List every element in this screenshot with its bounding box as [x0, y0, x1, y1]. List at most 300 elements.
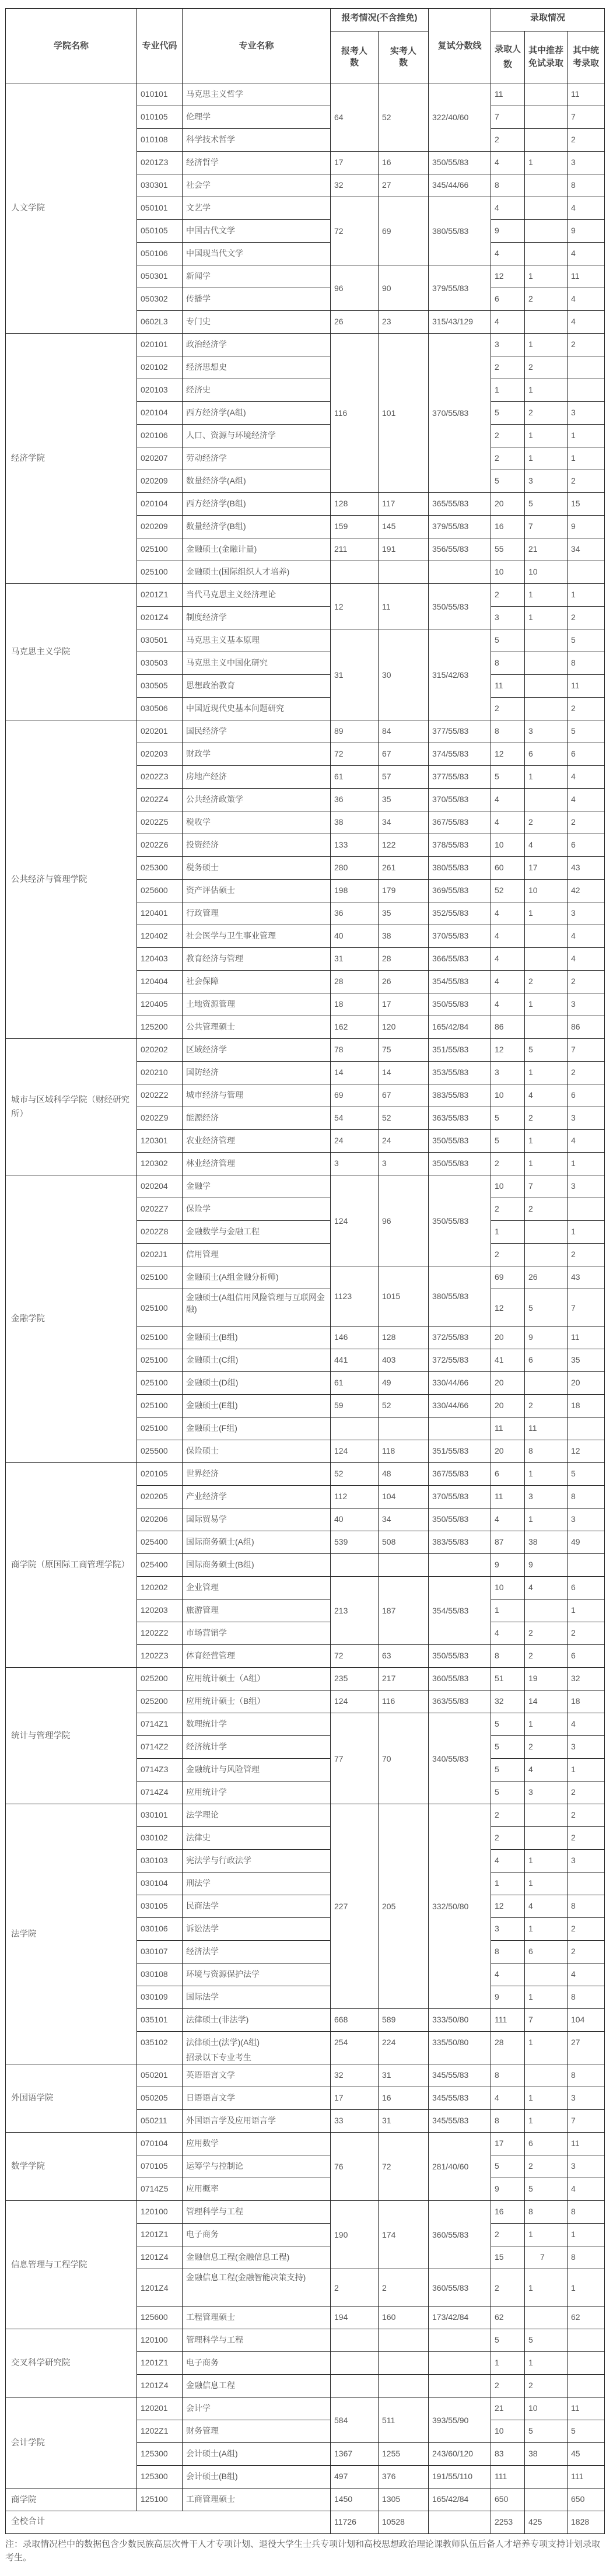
attended-count-cell: 84 [379, 720, 429, 743]
exam-count-cell: 9 [568, 220, 605, 243]
admitted-count-cell: 5 [491, 1713, 525, 1736]
applied-count-cell: 59 [331, 1395, 379, 1418]
recommended-count-cell: 2 [525, 2375, 568, 2398]
major-code-cell: 0202J1 [137, 1244, 183, 1266]
recommended-count-cell: 1 [525, 1986, 568, 2009]
attended-count-cell: 122 [379, 834, 429, 857]
attended-count-cell: 16 [379, 152, 429, 174]
applied-count-cell: 280 [331, 857, 379, 880]
major-name-cell [183, 1418, 331, 1440]
major-code-cell: 030503 [137, 652, 183, 675]
recommended-count-cell: 1 [525, 2110, 568, 2133]
exam-count-cell: 35 [568, 1349, 605, 1372]
table-row [6, 1175, 605, 1198]
exam-count-cell: 18 [568, 1395, 605, 1418]
cutoff-score-cell: 350/55/83 [429, 1508, 491, 1531]
major-code-cell: 120201 [137, 2398, 183, 2420]
applied-count-cell: 124 [331, 1440, 379, 1463]
major-name-cell [183, 334, 331, 356]
admission-table-container [5, 8, 604, 2534]
applied-count-cell: 69 [331, 1084, 379, 1107]
attended-count-cell: 508 [379, 1531, 429, 1554]
major-name-cell [183, 584, 331, 607]
exam-count-cell: 1 [568, 1153, 605, 1175]
attended-count-cell: 217 [379, 1668, 429, 1690]
major-name: 中国近现代史基本问题研究 [186, 704, 284, 713]
exam-count-cell: 15 [568, 493, 605, 516]
major-name: 民商法学 [186, 1901, 219, 1910]
cutoff-score-cell: 173/42/84 [429, 2306, 491, 2329]
major-name-cell [183, 1016, 331, 1039]
admitted-count-cell: 3 [491, 607, 525, 629]
major-code-cell: 0201Z1 [137, 584, 183, 607]
attended-count-cell [379, 2352, 429, 2375]
exam-count-cell: 2 [568, 1244, 605, 1266]
cutoff-score-cell [429, 561, 491, 584]
admitted-count-cell: 3 [491, 334, 525, 356]
major-code-cell: 020103 [137, 379, 183, 402]
applied-count-cell: 14 [331, 1062, 379, 1084]
major-code-cell: 030501 [137, 629, 183, 652]
applied-count-cell: 1123 [331, 1266, 379, 1326]
admitted-count-cell: 5 [491, 1736, 525, 1759]
exam-count-cell: 1 [568, 2269, 605, 2306]
applied-count-cell: 24 [331, 1130, 379, 1153]
admitted-count-cell: 4 [491, 925, 525, 948]
admitted-count-cell: 10 [491, 2420, 525, 2443]
major-code-cell: 035101 [137, 2009, 183, 2032]
recommended-count-cell: 4 [525, 1759, 568, 1782]
major-name: 区域经济学 [186, 1045, 227, 1054]
exam-count-cell [568, 2375, 605, 2398]
major-name-cell [183, 561, 331, 584]
attended-count-cell: 3 [379, 1153, 429, 1175]
table-row [6, 1804, 605, 1827]
admitted-count-cell: 1 [491, 1221, 525, 1244]
recommended-count-cell [525, 1964, 568, 1986]
attended-count-cell: 104 [379, 1486, 429, 1508]
major-name: 工程管理硕士 [186, 2312, 235, 2322]
admitted-count-cell: 6 [491, 288, 525, 311]
exam-count-cell: 4 [568, 2178, 605, 2201]
table-row [6, 2133, 605, 2155]
admitted-count-cell: 4 [491, 811, 525, 834]
admitted-count-cell: 7 [491, 106, 525, 129]
exam-count-cell: 1 [568, 1221, 605, 1244]
major-name: 西方经济学(A组) [186, 408, 246, 417]
applied-count-cell: 26 [331, 311, 379, 334]
major-name-cell [183, 1645, 331, 1668]
exam-count-cell: 8 [568, 2201, 605, 2224]
major-code-cell: 010108 [137, 129, 183, 152]
exam-count-cell [568, 1198, 605, 1221]
attended-count-cell: 117 [379, 493, 429, 516]
major-code-cell: 030104 [137, 1873, 183, 1895]
major-code-cell: 1201Z4 [137, 2246, 183, 2269]
college-name-cell: 城市与区域科学学院（财经研究所） [6, 1039, 137, 1175]
major-code-cell: 120100 [137, 2329, 183, 2352]
recommended-count-cell: 9 [525, 1326, 568, 1349]
major-code-cell: 025100 [137, 561, 183, 584]
header-attended: 实考人数 [379, 32, 429, 83]
cutoff-score-cell: 322/40/60 [429, 83, 491, 152]
major-name: 土地资源管理 [186, 999, 235, 1009]
recommended-count-cell: 10 [525, 561, 568, 584]
major-name-cell [183, 2420, 331, 2443]
major-code-cell: 0714Z5 [137, 2178, 183, 2201]
major-code-cell: 020209 [137, 470, 183, 493]
exam-count-cell: 7 [568, 1039, 605, 1062]
major-code-cell: 030106 [137, 1918, 183, 1941]
major-name: 环境与资源保护法学 [186, 1969, 260, 1979]
major-name: 法律硕士(非法学) [186, 2015, 249, 2024]
major-name: 财政学 [186, 749, 211, 758]
major-name-cell [183, 2110, 331, 2133]
admitted-count-cell: 8 [491, 1941, 525, 1964]
recommended-count-cell: 2 [525, 971, 568, 993]
major-name-cell [183, 2201, 331, 2224]
major-name: 社会保障 [186, 977, 219, 986]
applied-count-cell [331, 2352, 379, 2375]
applied-count-cell: 18 [331, 993, 379, 1016]
exam-count-cell: 6 [568, 1084, 605, 1107]
major-code-cell: 0202Z2 [137, 1084, 183, 1107]
major-name: 国际法学 [186, 1992, 219, 2001]
major-name: 中国古代文学 [186, 226, 235, 235]
admitted-count-cell: 10 [491, 1175, 525, 1198]
major-name: 金融硕士(D组) [186, 1378, 239, 1387]
cutoff-score-cell: 352/55/83 [429, 902, 491, 925]
major-code-cell: 1201Z4 [137, 2269, 183, 2306]
major-name: 金融硕士(A组金融分析师) [186, 1272, 279, 1282]
major-name: 税务硕士 [186, 863, 219, 872]
major-name: 体育经营管理 [186, 1651, 235, 1660]
exam-count-cell: 43 [568, 1266, 605, 1289]
attended-count-cell: 34 [379, 811, 429, 834]
major-code-cell: 030102 [137, 1827, 183, 1850]
table-body [6, 83, 605, 2534]
attended-count-cell [379, 1554, 429, 1577]
table-row [6, 2064, 605, 2087]
applied-count-cell: 31 [331, 948, 379, 971]
total-attended: 10528 [379, 2511, 429, 2534]
major-name: 西方经济学(B组) [186, 499, 246, 508]
attended-count-cell: 63 [379, 1645, 429, 1668]
major-name-cell [183, 1221, 331, 1244]
recommended-count-cell: 1 [525, 447, 568, 470]
exam-count-cell [568, 356, 605, 379]
major-name-cell [183, 834, 331, 857]
admitted-count-cell: 5 [491, 1130, 525, 1153]
recommended-count-cell: 6 [525, 1349, 568, 1372]
recommended-count-cell: 5 [525, 2420, 568, 2443]
applied-count-cell: 76 [331, 2133, 379, 2201]
applied-count-cell: 198 [331, 880, 379, 902]
exam-count-cell: 11 [568, 1326, 605, 1349]
exam-count-cell: 1 [568, 584, 605, 607]
exam-count-cell: 4 [568, 1964, 605, 1986]
exam-count-cell [568, 379, 605, 402]
major-name-cell [183, 652, 331, 675]
major-name: 国际商务硕士(B组) [186, 1560, 254, 1569]
recommended-count-cell: 2 [525, 1645, 568, 1668]
recommended-count-cell: 4 [525, 1895, 568, 1918]
major-code-cell: 020207 [137, 447, 183, 470]
admission-table [5, 8, 605, 2534]
attended-count-cell: 52 [379, 1107, 429, 1130]
major-name: 经济史 [186, 385, 211, 394]
major-name-cell [183, 2488, 331, 2511]
cutoff-score-cell: 370/55/83 [429, 1486, 491, 1508]
admitted-count-cell: 5 [491, 1759, 525, 1782]
major-code-cell: 050106 [137, 243, 183, 265]
recommended-count-cell: 1 [525, 2087, 568, 2110]
recommended-count-cell: 1 [525, 425, 568, 447]
cutoff-score-cell: 345/55/83 [429, 2064, 491, 2087]
applied-count-cell: 17 [331, 152, 379, 174]
major-name: 政治经济学 [186, 340, 227, 349]
attended-count-cell: 205 [379, 1804, 429, 2009]
exam-count-cell: 5 [568, 720, 605, 743]
major-name: 金融信息工程(金融智能决策支持) [186, 2273, 306, 2282]
header-admit-group: 录取情况 [491, 9, 605, 32]
cutoff-score-cell: 366/55/83 [429, 948, 491, 971]
major-name-cell [183, 993, 331, 1016]
exam-count-cell: 3 [568, 2087, 605, 2110]
recommended-count-cell: 7 [525, 2246, 568, 2269]
exam-count-cell: 3 [568, 1850, 605, 1873]
recommended-count-cell: 3 [525, 1486, 568, 1508]
major-name-cell [183, 1266, 331, 1289]
admitted-count-cell: 2 [491, 425, 525, 447]
applied-count-cell: 36 [331, 789, 379, 811]
major-name: 工商管理硕士 [186, 2494, 235, 2504]
major-code-cell: 025600 [137, 880, 183, 902]
admitted-count-cell: 20 [491, 1372, 525, 1395]
major-code-cell: 0714Z1 [137, 1713, 183, 1736]
table-row [6, 334, 605, 356]
admitted-count-cell: 55 [491, 538, 525, 561]
major-name: 金融信息工程 [186, 2381, 235, 2390]
admitted-count-cell: 2 [491, 1153, 525, 1175]
exam-count-cell: 4 [568, 925, 605, 948]
exam-count-cell: 6 [568, 1645, 605, 1668]
college-name-cell: 商学院 [6, 2488, 137, 2511]
major-name-cell [183, 447, 331, 470]
attended-count-cell: 376 [379, 2466, 429, 2488]
major-name-cell [183, 1153, 331, 1175]
exam-count-cell: 3 [568, 1736, 605, 1759]
total-recommended: 425 [525, 2511, 568, 2534]
major-name-cell [183, 2398, 331, 2420]
applied-count-cell: 52 [331, 1463, 379, 1486]
cutoff-score-cell: 383/55/83 [429, 1084, 491, 1107]
major-name: 金融硕士(A组信用风险管理与互联网金融) [186, 1293, 325, 1314]
cutoff-score-cell: 370/55/83 [429, 334, 491, 493]
cutoff-score-cell: 333/50/80 [429, 2009, 491, 2032]
major-code-cell: 0714Z3 [137, 1759, 183, 1782]
major-name-cell [183, 743, 331, 766]
cutoff-score-cell: 372/55/83 [429, 1326, 491, 1349]
recommended-count-cell: 1 [525, 993, 568, 1016]
major-name-cell [183, 1850, 331, 1873]
exam-count-cell: 2 [568, 334, 605, 356]
recommended-count-cell: 26 [525, 1266, 568, 1289]
major-code-cell: 025400 [137, 1554, 183, 1577]
attended-count-cell: 145 [379, 516, 429, 538]
applied-count-cell: 190 [331, 2201, 379, 2269]
major-code-cell: 0202Z4 [137, 789, 183, 811]
applied-count-cell: 146 [331, 1326, 379, 1349]
recommended-count-cell [525, 311, 568, 334]
major-name-cell [183, 1486, 331, 1508]
cutoff-score-cell: 372/55/83 [429, 1349, 491, 1372]
exam-count-cell: 7 [568, 106, 605, 129]
major-code-cell: 020106 [137, 425, 183, 447]
attended-count-cell: 101 [379, 334, 429, 493]
attended-count-cell: 17 [379, 993, 429, 1016]
admitted-count-cell: 5 [491, 2155, 525, 2178]
major-name-cell [183, 1827, 331, 1850]
exam-count-cell [568, 1418, 605, 1440]
recommended-count-cell: 7 [525, 516, 568, 538]
cutoff-score-cell: 165/42/84 [429, 1016, 491, 1039]
admitted-count-cell: 5 [491, 629, 525, 652]
cutoff-score-cell: 353/55/83 [429, 1062, 491, 1084]
major-code-cell: 020209 [137, 516, 183, 538]
major-name: 资产评估硕士 [186, 886, 235, 895]
major-name-cell [183, 493, 331, 516]
major-name-cell [183, 2178, 331, 2201]
cutoff-score-cell: 360/55/83 [429, 2269, 491, 2306]
major-code-cell: 0202Z3 [137, 766, 183, 789]
exam-count-cell: 3 [568, 152, 605, 174]
major-code-cell: 1201Z1 [137, 2352, 183, 2375]
exam-count-cell: 104 [568, 2009, 605, 2032]
major-name: 金融硕士(F组) [186, 1423, 237, 1433]
exam-count-cell: 4 [568, 243, 605, 265]
admitted-count-cell: 16 [491, 516, 525, 538]
admitted-count-cell: 2 [491, 2269, 525, 2306]
major-name-cell [183, 2009, 331, 2032]
recommended-count-cell: 5 [525, 1289, 568, 1326]
recommended-count-cell [525, 948, 568, 971]
applied-count-cell: 112 [331, 1486, 379, 1508]
major-name-cell [183, 197, 331, 220]
attended-count-cell: 116 [379, 1690, 429, 1713]
admitted-count-cell: 5 [491, 470, 525, 493]
recommended-count-cell: 8 [525, 1440, 568, 1463]
applied-count-cell: 584 [331, 2398, 379, 2443]
admitted-count-cell: 69 [491, 1266, 525, 1289]
recommended-count-cell: 1 [525, 1508, 568, 1531]
recommended-count-cell: 38 [525, 1531, 568, 1554]
applied-count-cell [331, 1418, 379, 1440]
recommended-count-cell: 1 [525, 2352, 568, 2375]
major-name: 金融硕士(B组) [186, 1332, 238, 1342]
major-name: 传播学 [186, 294, 211, 303]
exam-count-cell: 1 [568, 425, 605, 447]
major-name-cell [183, 1600, 331, 1622]
major-name-cell [183, 1622, 331, 1645]
recommended-count-cell [525, 197, 568, 220]
exam-count-cell: 3 [568, 402, 605, 425]
cutoff-score-cell: 380/55/83 [429, 1266, 491, 1326]
major-name: 马克思主义哲学 [186, 89, 243, 99]
major-code-cell: 030107 [137, 1941, 183, 1964]
major-name: 信用管理 [186, 1250, 219, 1259]
major-name: 产业经济学 [186, 1492, 227, 1501]
admitted-count-cell: 8 [491, 720, 525, 743]
major-code-cell: 020206 [137, 1508, 183, 1531]
attended-count-cell [379, 2329, 429, 2352]
exam-count-cell: 34 [568, 538, 605, 561]
recommended-count-cell: 1 [525, 902, 568, 925]
attended-count-cell: 179 [379, 880, 429, 902]
applied-count-cell: 3 [331, 1153, 379, 1175]
recommended-count-cell: 11 [525, 1418, 568, 1440]
major-name: 当代马克思主义经济理论 [186, 590, 276, 599]
recommended-count-cell: 1 [525, 1850, 568, 1873]
exam-count-cell: 5 [568, 1463, 605, 1486]
major-name: 经济思想史 [186, 362, 227, 372]
admitted-count-cell: 41 [491, 1349, 525, 1372]
cutoff-score-cell: 377/55/83 [429, 720, 491, 743]
attended-count-cell: 14 [379, 1062, 429, 1084]
cutoff-score-cell: 345/55/83 [429, 2087, 491, 2110]
major-name-cell [183, 1039, 331, 1062]
applied-count-cell [331, 1554, 379, 1577]
major-name-cell [183, 1986, 331, 2009]
major-code-cell: 0714Z2 [137, 1736, 183, 1759]
major-name-cell [183, 1244, 331, 1266]
cutoff-score-cell [429, 2352, 491, 2375]
exam-count-cell: 2 [568, 698, 605, 720]
admitted-count-cell: 4 [491, 902, 525, 925]
admitted-count-cell: 4 [491, 2087, 525, 2110]
major-code-cell: 050302 [137, 288, 183, 311]
exam-count-cell: 1 [568, 2224, 605, 2246]
major-name-cell [183, 1372, 331, 1395]
admitted-count-cell: 28 [491, 2032, 525, 2064]
college-name-cell: 金融学院 [6, 1175, 137, 1463]
attended-count-cell: 118 [379, 1440, 429, 1463]
major-name-cell [183, 2306, 331, 2329]
major-name-cell [183, 1531, 331, 1554]
admitted-count-cell: 8 [491, 652, 525, 675]
major-code-cell: 0602L3 [137, 311, 183, 334]
header-name: 专业名称 [183, 9, 331, 83]
recommended-count-cell: 4 [525, 1577, 568, 1600]
cutoff-score-cell [429, 1418, 491, 1440]
applied-count-cell: 32 [331, 174, 379, 197]
major-name: 应用统计硕士（B组） [186, 1696, 265, 1706]
applied-count-cell: 38 [331, 811, 379, 834]
major-name: 金融统计与风险管理 [186, 1765, 260, 1774]
college-name-cell: 公共经济与管理学院 [6, 720, 137, 1039]
major-name-cell [183, 1508, 331, 1531]
major-name-cell [183, 1759, 331, 1782]
major-name: 应用概率 [186, 2184, 219, 2193]
recommended-count-cell [525, 1827, 568, 1850]
exam-count-cell: 3 [568, 1107, 605, 1130]
major-code-cell: 025200 [137, 1668, 183, 1690]
exam-count-cell: 45 [568, 2443, 605, 2466]
exam-count-cell: 8 [568, 174, 605, 197]
admitted-count-cell: 11 [491, 1486, 525, 1508]
attended-count-cell: 160 [379, 2306, 429, 2329]
major-code-cell: 030505 [137, 675, 183, 698]
